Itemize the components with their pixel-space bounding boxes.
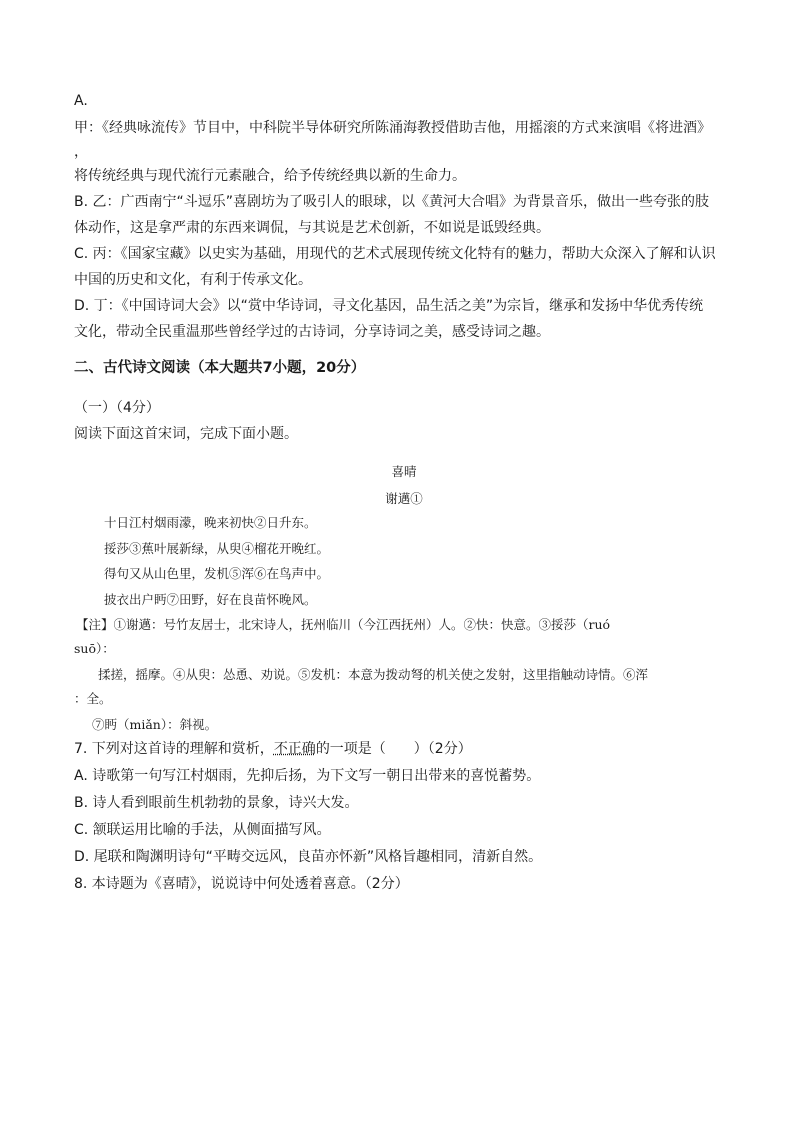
exam-page	[74, 92, 734, 902]
option-c-text-line-2: 中国的历史和文化，有利于传承文化。	[74, 272, 312, 288]
question-7-stem	[74, 740, 734, 758]
poem-notes	[74, 616, 734, 734]
question-7-suffix: 的一项是（ ）（2分）	[315, 741, 472, 757]
poem-line: 披衣出户眄⑦田野，好在良苗怀晚风。	[104, 591, 317, 607]
question-7-option-d: D. 尾联和陶渊明诗句“平畴交远风，良苗亦怀新”风格旨趣相同，清新自然。	[74, 849, 543, 865]
option-b-text-line-2: 体动作，这是拿严肃的东西来调侃，与其说是艺术创新，不如说是诋毁经典。	[74, 220, 550, 236]
reading-instruction: 阅读下面这首宋词，完成下面小题。	[74, 426, 298, 442]
poem-title: 喜晴	[391, 464, 417, 479]
option-b-text-line-1: B. 乙：广西南宁“斗逗乐”喜剧坊为了吸引人的眼球，以《黄河大合唱》为背景音乐，做出一些夸张的肢	[74, 194, 710, 210]
note-line-4: ：全。	[74, 691, 112, 706]
option-d-text-line-1: D. 丁：《中国诗词大会》以“赏中华诗词，寻文化基因，品生活之美”为宗旨，继承和发扬中华优秀传统	[74, 298, 704, 314]
option-a-text-line-3: 将传统经典与现代流行元素融合，给予传统经典以新的生命力。	[74, 168, 466, 184]
note-line-5: ⑦眄（miǎn）：斜视。	[92, 717, 218, 732]
option-a-text-line-2: ，	[74, 144, 88, 160]
poem-author: 谢邁①	[385, 491, 423, 506]
option-a-text-line-1: 甲：《经典咏流传》节目中，中科院半导体研究所陈涌海教授借助吉他，用摇滚的方式来演唱《将进酒》	[74, 120, 711, 136]
poem-body	[74, 514, 734, 609]
section-title: 二、古代诗文阅读（本大题共7小题，20分）	[74, 360, 366, 376]
poem-line: 得句又从山色里，发机⑤浑⑥在鸟声中。	[104, 566, 330, 581]
option-a-label: A.	[74, 93, 88, 109]
question-7-option-a: A. 诗歌第一句写江村烟雨，先抑后扬，为下文写一朝日出带来的喜悦蓄势。	[74, 768, 541, 784]
note-line-3: 揉搓，摇摩。④从臾：怂恿、劝说。⑤发机：本意为拨动弩的机关使之发射，这里指触动诗情。⑥浑	[98, 667, 649, 682]
poem-line: 挼莎③蕉叶展新绿，从臾④榴花开晚红。	[104, 540, 330, 556]
previous-question-options	[74, 92, 734, 341]
option-d-text-line-2: 文化，带动全民重温那些曾经学过的古诗词，分享诗词之美，感受诗词之趣。	[74, 324, 550, 340]
note-line-1: 【注】①谢邁：号竹友居士，北宋诗人，抚州临川（今江西抚州）人。②快：快意。③挼莎（ruó	[76, 617, 611, 632]
questions	[74, 740, 734, 893]
question-8-stem: 8. 本诗题为《喜晴》，说说诗中何处透着喜意。（2分）	[74, 876, 409, 892]
note-line-2: suō）：	[74, 641, 115, 656]
question-7-prefix: 7. 下列对这首诗的理解和赏析，	[74, 741, 274, 757]
poem-line: 十日江村烟雨濛，晚来初快②日升东。	[104, 515, 317, 530]
question-7-option-c: C. 颔联运用比喻的手法，从侧面描写风。	[74, 822, 331, 838]
option-c-text-line-1: C. 丙：《国家宝藏》以史实为基础，用现代的艺术式展现传统文化特有的魅力，帮助大众深入了解和认识	[74, 246, 716, 262]
subsection-label: （一）（4分）	[74, 400, 160, 416]
question-7-emphasis: 不正确	[273, 741, 316, 757]
question-7-option-b: B. 诗人看到眼前生机勃勃的景象，诗兴大发。	[74, 795, 359, 811]
